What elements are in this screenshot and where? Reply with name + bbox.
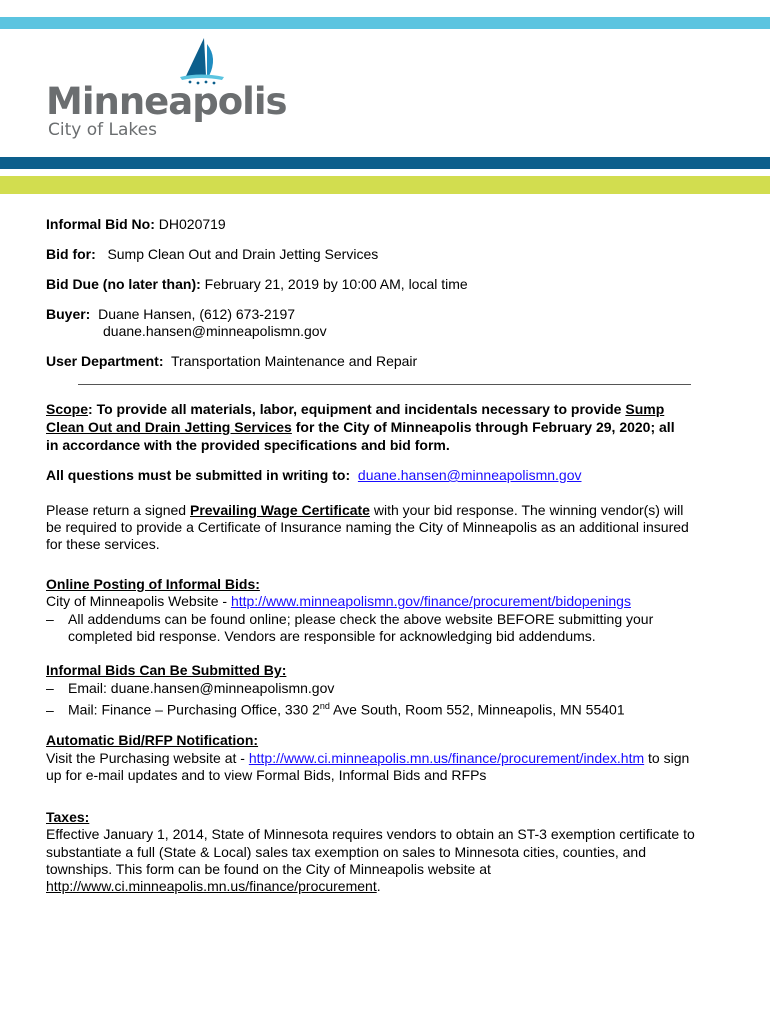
bid-for-line xyxy=(46,246,378,263)
addendum-text-1: All addendums can be found online; please check the above website BEFORE submitting your xyxy=(68,611,654,627)
questions-text: All questions must be submitted in writing to: xyxy=(46,467,351,483)
taxes-line-1: Effective January 1, 2014, State of Minnesota requires vendors to obtain an ST-3 exemption certificate to xyxy=(46,826,695,842)
bullet-dash: – xyxy=(46,680,54,696)
taxes-period: . xyxy=(376,878,381,894)
bid-due-line xyxy=(46,276,468,293)
submission-heading: Informal Bids Can Be Submitted By: xyxy=(46,662,287,678)
notification-heading: Automatic Bid/RFP Notification: xyxy=(46,732,259,748)
section-divider xyxy=(78,384,691,385)
user-department-line xyxy=(46,353,417,370)
taxes-line-4 xyxy=(46,878,381,895)
scope-service-name: Sump xyxy=(625,401,665,417)
user-department-value: Transportation Maintenance and Repair xyxy=(171,353,418,369)
scope-line-3: in accordance with the provided specifications and bid form. xyxy=(46,437,450,453)
mail-ordinal: nd xyxy=(319,701,330,711)
header-band-dark-blue xyxy=(0,157,770,169)
logo-wordmark: Minneapolis xyxy=(46,80,287,123)
buyer-line xyxy=(46,306,295,323)
bidopenings-link[interactable]: http://www.minneapolismn.gov/finance/procurement/bidopenings xyxy=(230,593,631,609)
header-band-green xyxy=(0,176,770,194)
procurement-index-link[interactable]: http://www.ci.minneapolis.mn.us/finance/procurement/index.htm xyxy=(248,750,645,766)
bid-for-label: Bid for: xyxy=(46,246,96,262)
bid-due-value: February 21, 2019 by 10:00 AM, local time xyxy=(204,276,468,292)
taxes-line-2: substantiate a full (State & Local) sales tax exemption on sales to Minnesota cities, counties, and xyxy=(46,844,646,860)
submission-email: Email: duane.hansen@minneapolismn.gov xyxy=(68,680,335,696)
bid-due-label: Bid Due (no later than): xyxy=(46,276,201,292)
site-label: City of Minneapolis Website - xyxy=(46,593,231,609)
buyer-email: duane.hansen@minneapolismn.gov xyxy=(103,323,327,339)
wage-line-2: be required to provide a Certificate of Insurance naming the City of Minneapolis as an additional insured xyxy=(46,519,689,535)
scope-text-cont: for the City of Minneapolis through February 29, 2020; all xyxy=(291,419,675,435)
wage-line-3: for these services. xyxy=(46,536,160,552)
header-band-light-blue xyxy=(0,17,770,29)
taxes-heading: Taxes: xyxy=(46,809,90,825)
bid-for-value: Sump Clean Out and Drain Jetting Services xyxy=(107,246,379,262)
bid-number-line xyxy=(46,216,226,233)
prevailing-wage-certificate: Prevailing Wage Certificate xyxy=(189,502,370,518)
scope-text: : To provide all materials, labor, equipment and incidentals necessary to provide xyxy=(88,401,626,417)
scope-service-name-cont: Clean Out and Drain Jetting Services xyxy=(46,419,292,435)
notification-line-1 xyxy=(46,750,689,767)
online-posting-heading: Online Posting of Informal Bids: xyxy=(46,576,260,592)
notification-line-2: up for e-mail updates and to view Formal Bids, Informal Bids and RFPs xyxy=(46,767,487,783)
bid-number-label: Informal Bid No: xyxy=(46,216,155,232)
scope-line-2 xyxy=(46,419,675,436)
questions-email-link[interactable]: duane.hansen@minneapolismn.gov xyxy=(357,467,582,483)
addendum-text-2: completed bid response. Vendors are responsible for acknowledging bid addendums. xyxy=(68,628,596,644)
bid-number-value: DH020719 xyxy=(158,216,226,232)
logo-tagline: City of Lakes xyxy=(48,120,157,140)
city-logo xyxy=(44,36,287,146)
mail-text-b: Ave South, Room 552, Minneapolis, MN 55401 xyxy=(329,701,625,718)
submission-mail-bullet xyxy=(46,698,625,719)
procurement-link[interactable]: http://www.ci.minneapolis.mn.us/finance/procurement xyxy=(46,878,377,894)
submission-email-bullet xyxy=(46,680,334,697)
scope-line-1 xyxy=(46,401,664,418)
buyer-label: Buyer: xyxy=(46,306,91,322)
sailboat-logo-icon xyxy=(176,36,226,86)
user-department-label: User Department: xyxy=(46,353,164,369)
online-posting-site-line xyxy=(46,593,631,610)
wage-text-c: with your bid response. The winning vendor(s) will xyxy=(369,502,684,518)
scope-label: Scope xyxy=(46,401,89,417)
mail-text-a: Mail: Finance – Purchasing Office, 330 2 xyxy=(68,701,320,718)
addendum-bullet xyxy=(46,611,653,628)
notify-text-a: Visit the Purchasing website at - xyxy=(46,750,249,766)
buyer-value: Duane Hansen, (612) 673-2197 xyxy=(98,306,296,322)
bullet-dash: – xyxy=(46,701,54,718)
questions-line xyxy=(46,467,582,484)
notify-text-b: to sign xyxy=(644,750,690,766)
wage-text-a: Please return a signed xyxy=(46,502,190,518)
taxes-line-3: townships. This form can be found on the City of Minneapolis website at xyxy=(46,861,491,877)
bullet-dash: – xyxy=(46,611,54,627)
wage-line-1 xyxy=(46,502,683,519)
